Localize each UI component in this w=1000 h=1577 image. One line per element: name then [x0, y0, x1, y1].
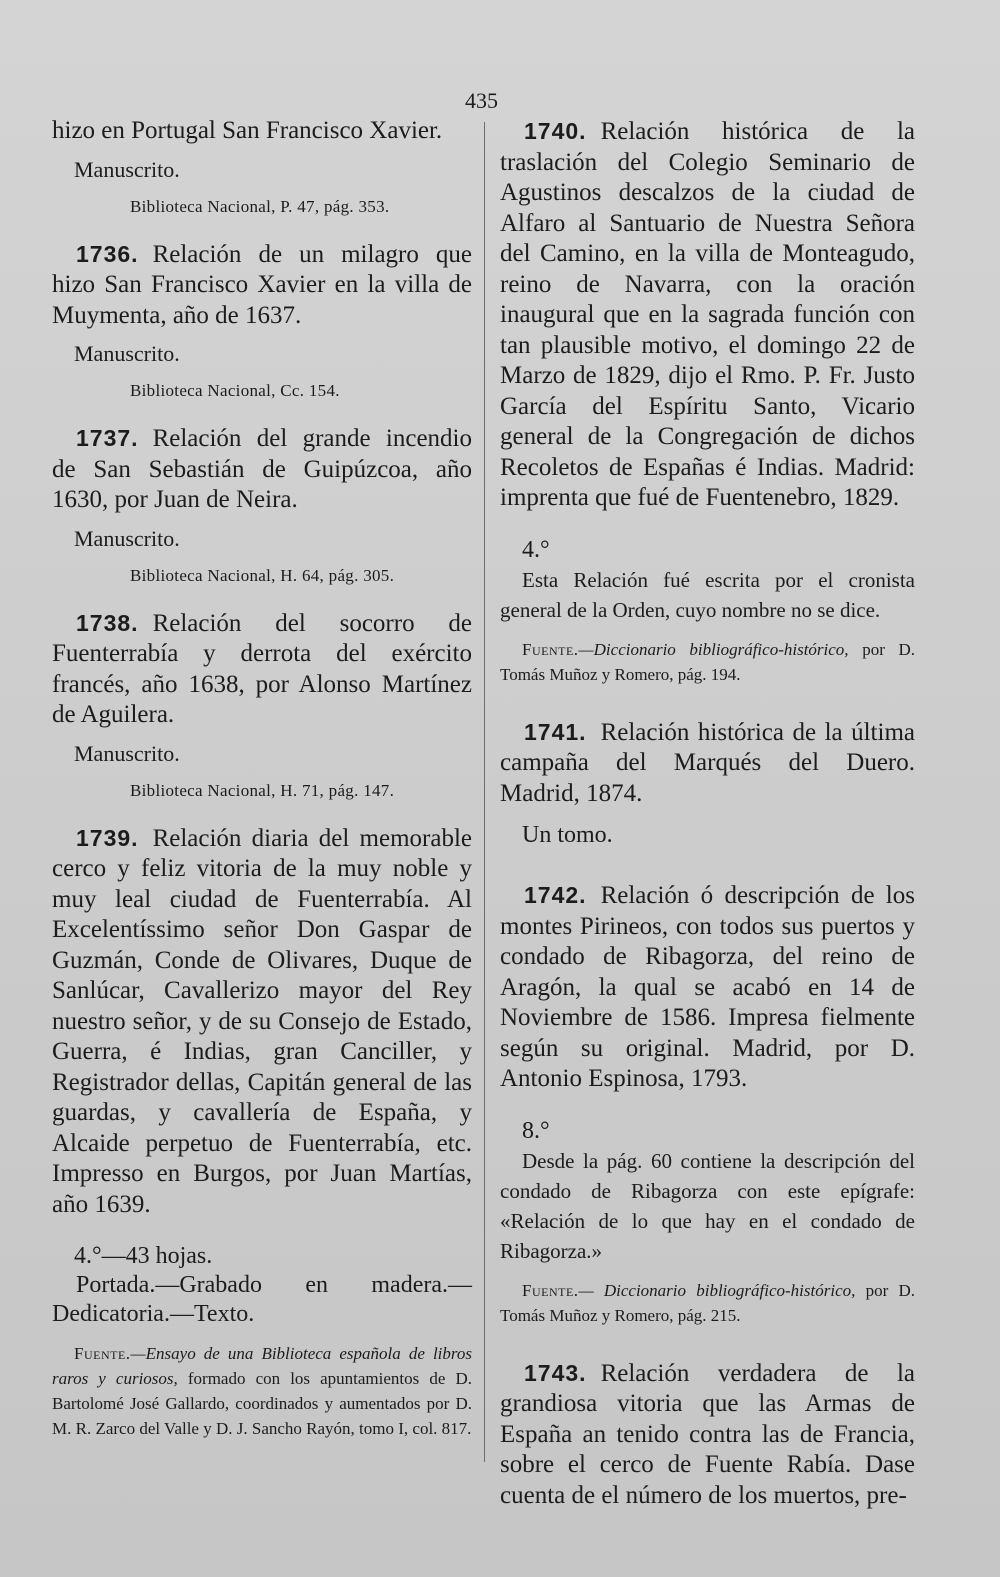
entry-1738	[52, 608, 472, 731]
entry-1739	[52, 823, 472, 1221]
entry-number: 1742.	[524, 882, 587, 908]
source-title: — Diccionario bibliográfico-histórico,	[578, 1280, 856, 1300]
format-note: 8.°	[522, 1117, 550, 1144]
entry-number: 1737.	[76, 425, 139, 451]
source-details: formado con los apuntamientos de D. Bartolomé José Gallardo, coordinados y aumentados por D. M. R. Zarco del Valle y D. J. Sancho Rayón, tomo I, col. 817.	[52, 1369, 472, 1438]
source-citation	[500, 637, 915, 687]
entry-1742	[500, 880, 915, 1095]
entry-1743	[500, 1358, 915, 1512]
source-citation	[52, 1341, 472, 1441]
entry-number: 1743.	[524, 1359, 587, 1386]
entry-text: Relación de un milagro que hizo San Francisco Xavier en la villa de Muymenta, año de 1637.	[52, 240, 472, 329]
source-title: —Diccionario bibliográfico-histórico,	[578, 639, 849, 659]
source-details: por D. Tomás Muñoz y Romero, pág. 215.	[500, 1280, 915, 1325]
entry-text: Relación verdadera de la grandiosa vitoria que las Armas de España an tenido contra las de Francia, sobre el cerco de Fuente Rabía. Dase cuenta de el número de los muertos, pre-	[500, 1359, 915, 1509]
source-details: por D. Tomás Muñoz y Romero, pág. 194.	[500, 639, 915, 684]
manuscript-label: Manuscrito.	[74, 740, 180, 766]
library-reference: Biblioteca Nacional, H. 64, pág. 305.	[130, 565, 395, 585]
entry-number: 1739.	[76, 824, 139, 851]
entry-continuation-text: hizo en Portugal San Francisco Xavier.	[52, 117, 443, 144]
entry-number: 1740.	[524, 118, 587, 144]
entry-text: Relación diaria del memorable cerco y feliz vitoria de la muy noble y muy leal ciudad de Fuenterrabía. Al Excelentíssimo señor Don Gaspar de Guzmán, Conde de Olivares, Duque de Sanlúcar, Cavallerizo mayor del Rey nuestro señor, y de su Consejo de Estado, Guerra, é Indias, gran Canciller, y Registrador dellas, Capitán general de las guardas, y cavallería de España, y Alcaide perpetuo de Fuenterrabía, etc. Impresso en Burgos, por Juan Martías, año 1639.	[52, 824, 472, 1218]
entry-text: Relación histórica de la última campaña del Marqués del Duero. Madrid, 1874.	[500, 718, 915, 807]
library-reference: Biblioteca Nacional, Cc. 154.	[130, 381, 340, 400]
format-note: Un tomo.	[522, 822, 613, 848]
entry-text: Relación del socorro de Fuenterrabía y derrota del exército francés, año 1638, por Alonso Martínez de Aguilera.	[52, 609, 472, 728]
source-label: Fuente.	[74, 1344, 131, 1363]
entry-1741	[500, 717, 915, 810]
column-divider	[484, 122, 485, 1462]
format-details: Portada.—Grabado en madera.—Dedicatoria.—Texto.	[52, 1272, 472, 1327]
entry-text: Relación ó descripción de los montes Pirineos, con todos sus puertos y condado de Ribagorza, del reino de Aragón, la qual se acabó en 14 de Noviembre de 1586. Impresa fielmente según su original. Madrid, por D. Antonio Espinosa, 1793.	[500, 882, 915, 1092]
library-reference: Biblioteca Nacional, P. 47, pág. 353.	[130, 196, 390, 216]
manuscript-label: Manuscrito.	[74, 156, 180, 182]
editorial-note: Esta Relación fué escrita por el cronista general de la Orden, cuyo nombre no se dice.	[500, 567, 915, 622]
manuscript-label: Manuscrito.	[74, 341, 180, 366]
entry-1736	[52, 239, 472, 332]
format-note: 4.°—43 hojas.	[74, 1243, 213, 1269]
entry-number: 1741.	[524, 718, 587, 745]
left-column	[52, 116, 472, 1441]
library-reference: Biblioteca Nacional, H. 71, pág. 147.	[130, 780, 395, 800]
source-label: Fuente.	[522, 1280, 579, 1300]
right-column	[500, 116, 915, 1511]
entry-number: 1736.	[76, 240, 139, 267]
format-note: 4.°	[522, 536, 550, 563]
entry-1737	[52, 423, 472, 516]
source-title: —Ensayo de una Biblioteca española de libros raros y curiosos,	[52, 1344, 472, 1388]
manuscript-label: Manuscrito.	[74, 525, 180, 551]
source-citation	[500, 1278, 915, 1328]
entry-number: 1738.	[76, 609, 139, 636]
entry-text: Relación histórica de la traslación del Colegio Seminario de Agustinos descalzos de la ciudad de Alfaro al Santuario de Nuestra Señora del Camino, en la villa de Monteagudo, reino de Navarra, con la oración inaugural que en la sagrada función con tan plausible motivo, el domingo 22 de Marzo de 1829, dijo el Rmo. P. Fr. Justo García del Espíritu Santo, Vicario general de la Congregación de dichos Recoletos de Españas é Indias. Madrid: imprenta que fué de Fuentenebro, 1829.	[500, 118, 915, 511]
source-label: Fuente.	[522, 639, 579, 659]
editorial-note: Desde la pág. 60 contiene la descripción del condado de Ribagorza con este epígrafe: «Relación de lo que hay en el condado de Ribagorza.»	[500, 1148, 915, 1263]
page-number: 435	[465, 88, 498, 113]
entry-1740	[500, 116, 915, 514]
entry-text: Relación del grande incendio de San Sebastián de Guipúzcoa, año 1630, por Juan de Neira.	[52, 425, 472, 513]
